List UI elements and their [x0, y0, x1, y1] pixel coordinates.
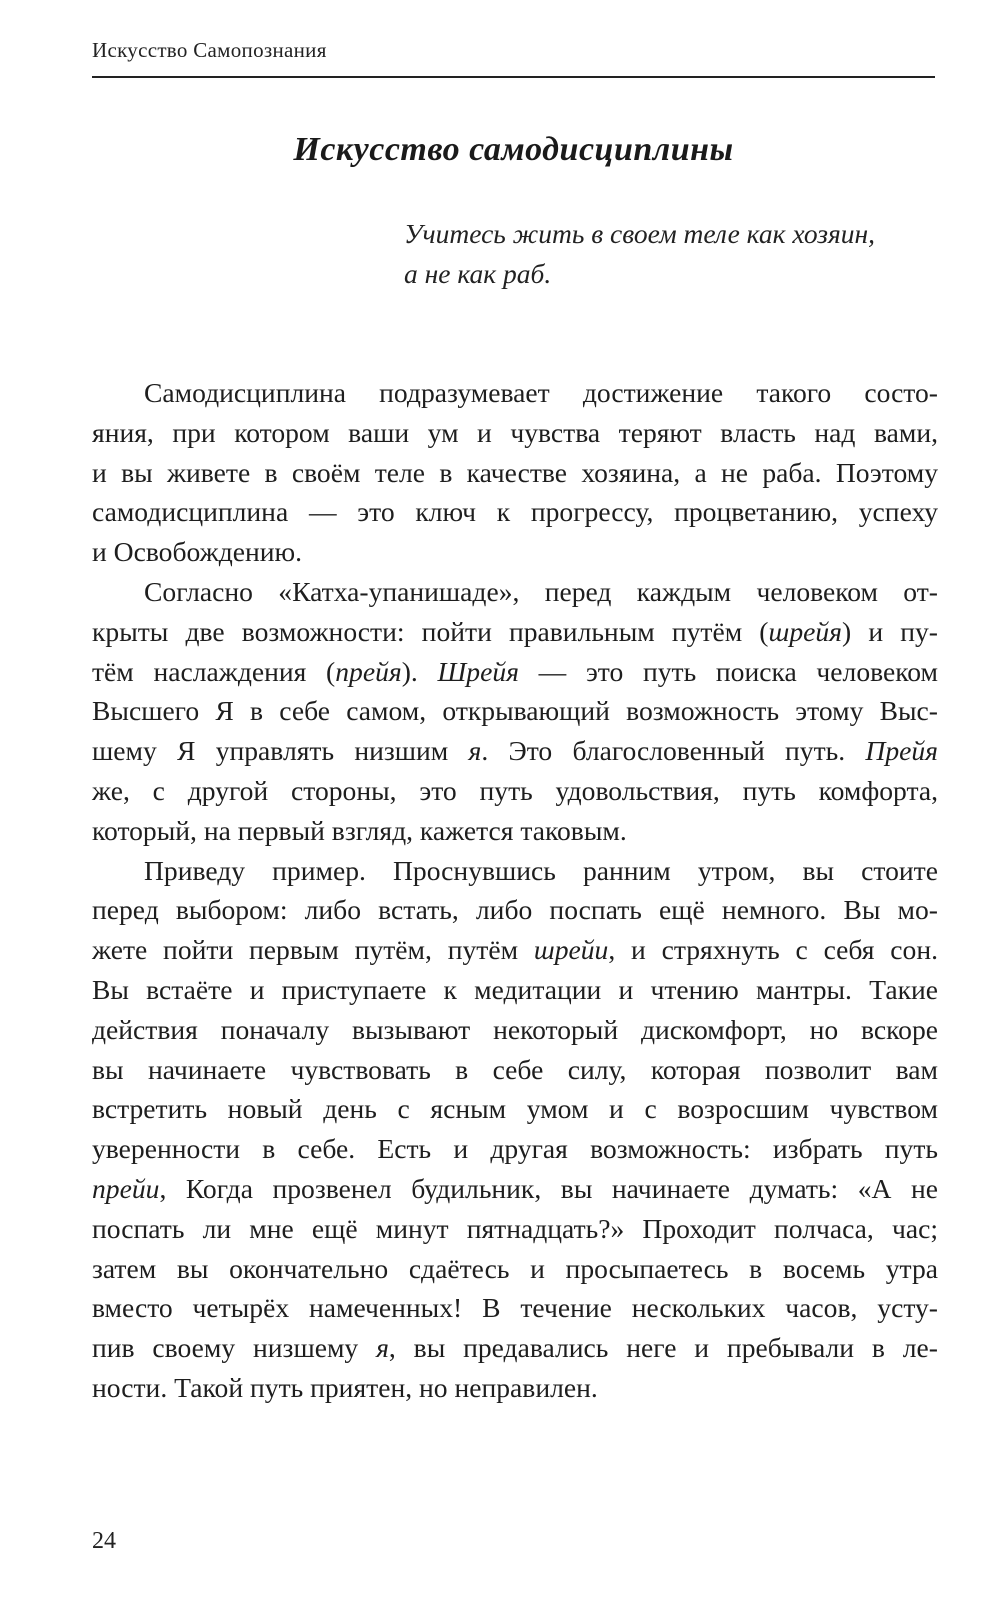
text-line: самодисциплина — это ключ к прогрессу, процветанию, успеху — [92, 496, 938, 528]
chapter-title: Искусство самодисциплины — [293, 131, 734, 168]
text-line: поспать ли мне ещё минут пятнадцать?» Проходит полчаса, час; — [92, 1212, 938, 1244]
text-line: Согласно «Катха-упанишаде», перед каждым человеком от- — [144, 575, 938, 607]
italic-term: прейя — [335, 655, 402, 687]
body-paragraph — [92, 851, 938, 1408]
text-line: Приведу пример. Проснувшись ранним утром, вы стоите — [144, 854, 938, 886]
text-line: яния, при котором ваши ум и чувства теряют власть над вами, — [92, 416, 938, 448]
text-line: уверенности в себе. Есть и другая возможность: избрать путь — [92, 1133, 938, 1165]
italic-term: шрейя — [768, 615, 842, 647]
body-paragraph — [92, 572, 938, 851]
italic-term: я — [376, 1332, 389, 1364]
text-line: который, на первый взгляд, кажется таковым. — [92, 814, 627, 846]
text-line: пив своему низшему я, вы предавались неге и пребывали в ле- — [92, 1332, 938, 1364]
header-rule — [92, 76, 935, 78]
text-line: затем вы окончательно сдаётесь и просыпаетесь в восемь утра — [92, 1252, 938, 1284]
text-line: вместо четырёх намеченных! В течение нескольких часов, усту- — [92, 1292, 938, 1324]
text-line: встретить новый день с ясным умом и с возросшим чувством — [92, 1093, 938, 1125]
italic-term: шрейи — [533, 934, 609, 966]
running-header-title: Искусство Самопознания — [92, 38, 327, 62]
epigraph-line: а не как раб. — [404, 258, 552, 289]
epigraph — [404, 214, 944, 294]
text-line: Высшего Я в себе самом, открывающий возможность этому Выс- — [92, 695, 938, 727]
text-line: жете пойти первым путём, путём шрейи, и стряхнуть с себя сон. — [92, 934, 938, 966]
text-line: шему Я управлять низшим я. Это благословенный путь. Прейя — [92, 735, 939, 767]
text-line: и вы живете в своём теле в качестве хозяина, а не раба. Поэтому — [92, 456, 938, 488]
text-line: перед выбором: либо встать, либо поспать ещё немного. Вы мо- — [92, 894, 938, 926]
italic-term: я — [468, 735, 482, 767]
text-line: действия поначалу вызывают некоторый дискомфорт, но вскоре — [92, 1013, 938, 1045]
text-line: крыты две возможности: пойти правильным путём (шрейя) и пу- — [92, 615, 938, 647]
italic-term: Шрейя — [437, 655, 519, 687]
page-number: 24 — [92, 1528, 116, 1554]
text-line: Вы встаёте и приступаете к медитации и чтению мантры. Такие — [92, 973, 938, 1005]
epigraph-line: Учитесь жить в своем теле как хозяин, — [404, 218, 876, 249]
italic-term: Прейя — [865, 735, 939, 767]
text-line: Самодисциплина подразумевает достижение такого состо- — [144, 377, 938, 408]
text-line: вы начинаете чувствовать в себе силу, которая позволит вам — [92, 1053, 938, 1085]
body-text — [92, 373, 938, 1408]
text-line: и Освобождению. — [92, 536, 303, 568]
text-line: же, с другой стороны, это путь удовольствия, путь комфорта, — [92, 774, 938, 806]
text-line: прейи, Когда прозвенел будильник, вы начинаете думать: «А не — [92, 1172, 938, 1204]
italic-term: прейи — [92, 1172, 160, 1204]
text-line: ности. Такой путь приятен, но неправилен. — [92, 1371, 598, 1403]
body-paragraph — [92, 373, 938, 572]
text-line: тём наслаждения (прейя). Шрейя — это путь поиска человеком — [92, 655, 938, 687]
